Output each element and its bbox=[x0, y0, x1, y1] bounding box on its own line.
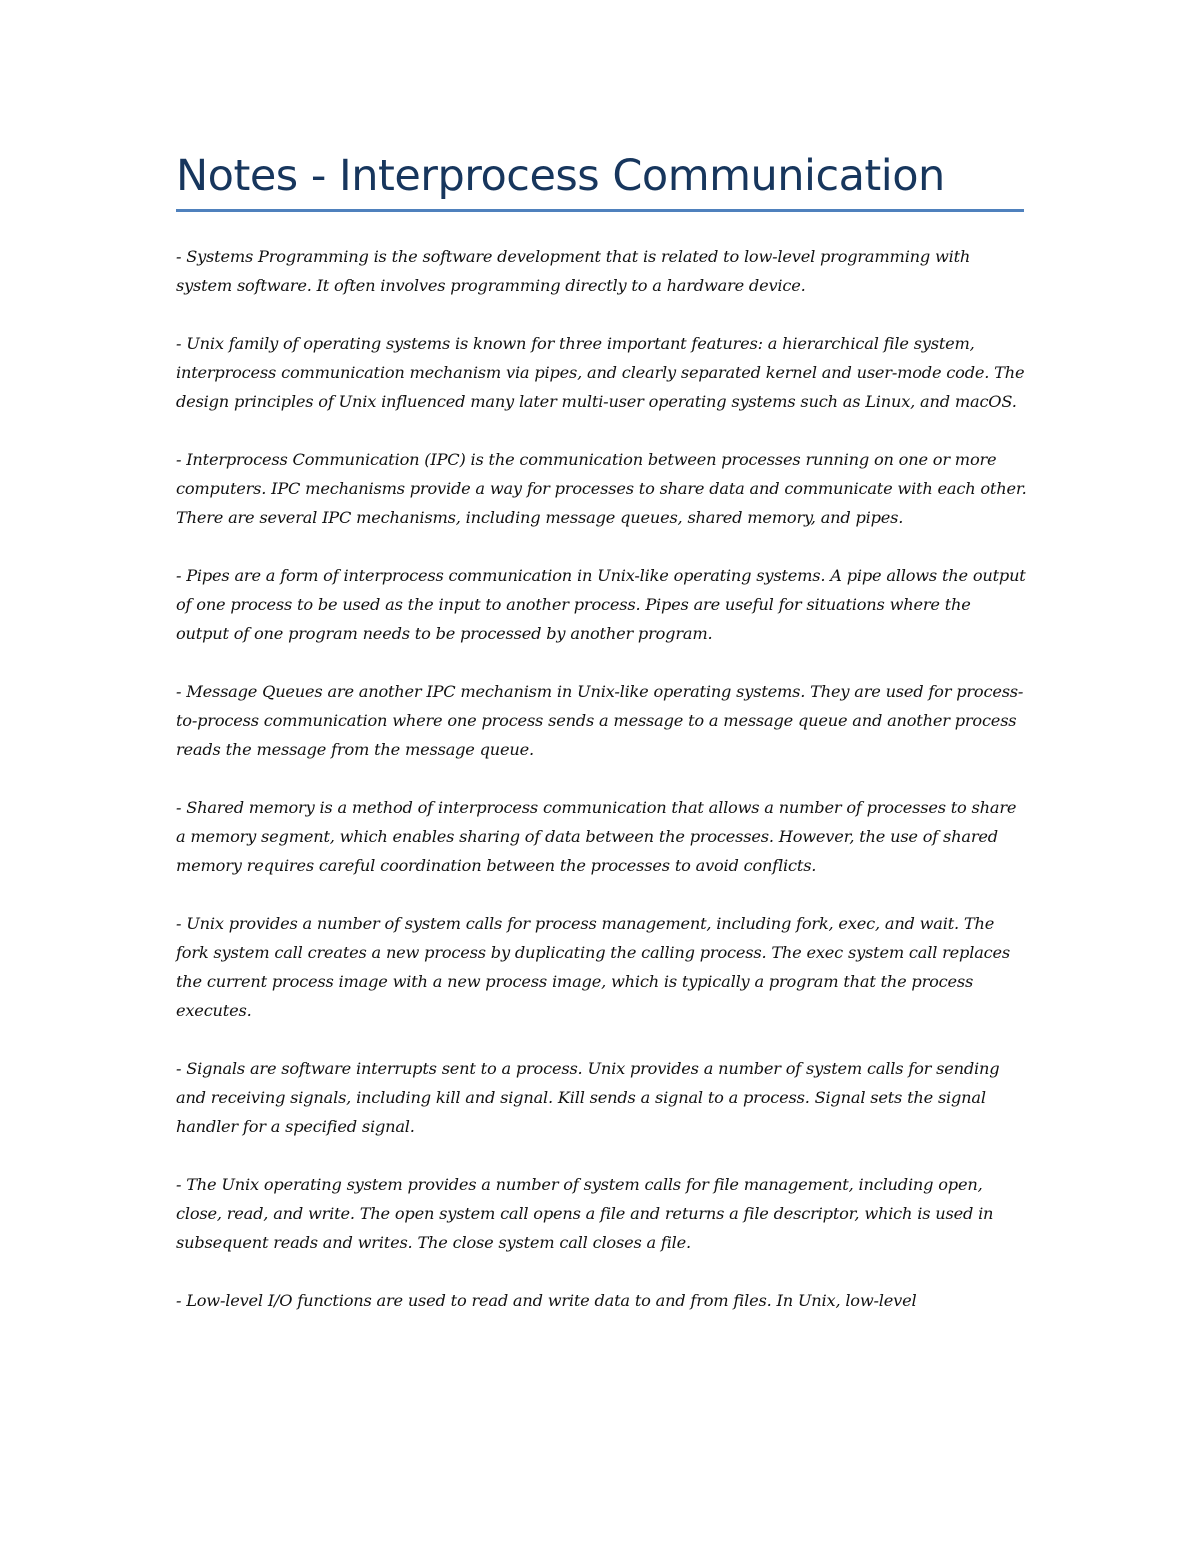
page-title: Notes - Interprocess Communication bbox=[176, 151, 945, 201]
paragraph-low-level-io: - Low-level I/O functions are used to read and write data to and from files. In Unix, low-level bbox=[176, 1291, 917, 1310]
paragraph-shared-memory: - Shared memory is a method of interprocess communication that allows a number of processes to share a memory segment, which enables sharing of data between the processes. However, the use of shared memory requires careful coordination between the processes to avoid conflicts. bbox=[176, 798, 1017, 875]
paragraph-unix-family: - Unix family of operating systems is known for three important features: a hierarchical file system, interprocess communication mechanism via pipes, and clearly separated kernel and user-mode code. The design principles of Unix influenced many later multi-user operating systems such as Linux, and macOS. bbox=[176, 334, 1025, 411]
title-underline bbox=[176, 209, 1024, 212]
paragraph-pipes: - Pipes are a form of interprocess communication in Unix-like operating systems. A pipe allows the output of one process to be used as the input to another process. Pipes are useful for situations where the output of one program needs to be processed by another program. bbox=[176, 566, 1026, 643]
paragraph-process-management: - Unix provides a number of system calls for process management, including fork, exec, and wait. The fork system call creates a new process by duplicating the calling process. The exec system call replaces the current process image with a new process image, which is typically a program that the process executes. bbox=[176, 914, 1010, 1020]
paragraph-signals: - Signals are software interrupts sent to a process. Unix provides a number of system calls for sending and receiving signals, including kill and signal. Kill sends a signal to a process. Signal sets the signal handler for a specified signal. bbox=[176, 1059, 1000, 1136]
paragraph-file-management: - The Unix operating system provides a number of system calls for file management, including open, close, read, and write. The open system call opens a file and returns a file descriptor, which is used in subsequent reads and writes. The close system call closes a file. bbox=[176, 1175, 994, 1252]
paragraph-ipc: - Interprocess Communication (IPC) is the communication between processes running on one or more computers. IPC mechanisms provide a way for processes to share data and communicate with each other. There are several IPC mechanisms, including message queues, shared memory, and pipes. bbox=[176, 450, 1027, 527]
notes-body bbox=[176, 242, 1028, 1344]
paragraph-systems-programming: - Systems Programming is the software development that is related to low-level programming with system software. It often involves programming directly to a hardware device. bbox=[176, 247, 971, 295]
paragraph-message-queues: - Message Queues are another IPC mechanism in Unix-like operating systems. They are used for process-to-process communication where one process sends a message to a message queue and another process reads the message from the message queue. bbox=[176, 682, 1024, 759]
